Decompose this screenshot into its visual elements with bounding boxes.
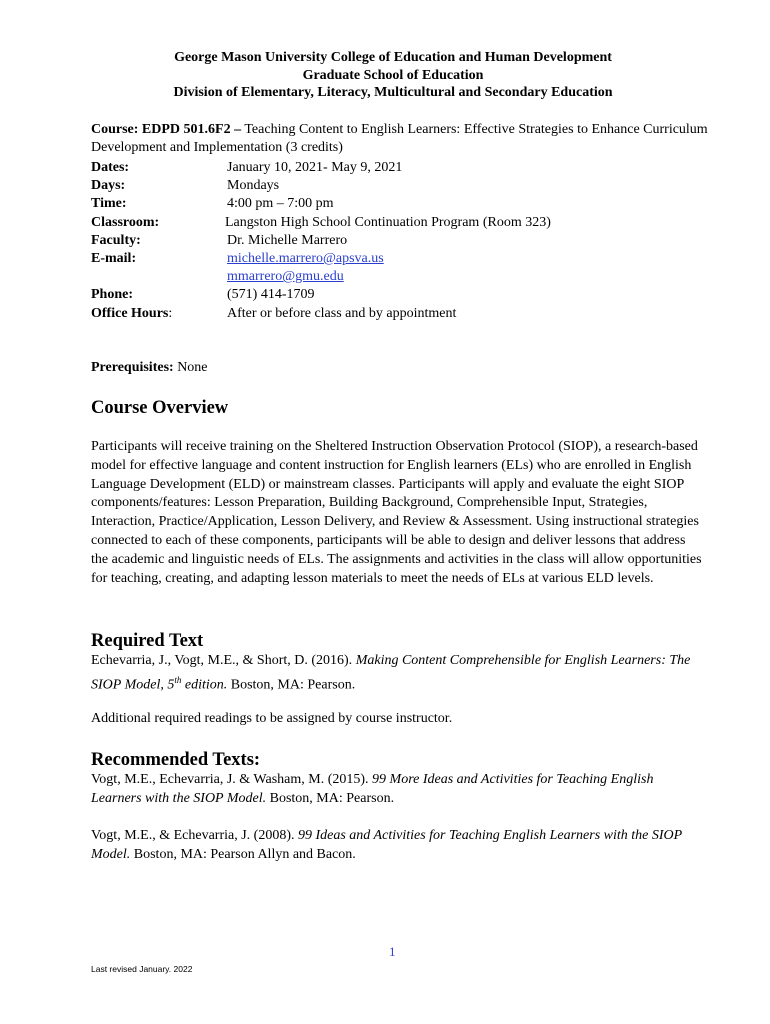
header-division: Division of Elementary, Literacy, Multicultural and Secondary Education	[173, 85, 613, 100]
prerequisites-value: None	[173, 360, 208, 375]
classroom-label: Classroom:	[91, 214, 160, 230]
dates-label: Dates:	[91, 160, 130, 175]
document-header	[0, 49, 770, 102]
additional-readings-note: Additional required readings to be assigned by course instructor.	[91, 711, 453, 726]
faculty-value: Dr. Michelle Marrero	[227, 232, 348, 248]
course-title	[91, 121, 711, 157]
dates-value: January 10, 2021- May 9, 2021	[227, 160, 403, 175]
course-overview-text: Participants will receive training on the Sheltered Instruction Observation Protocol (SIOP), a research-based model for effective language and content instruction for English learners (ELs) who are enrolled in English Language Development (ELD) or mainstream classes. Participants will apply and evaluate the eight SIOP components/features: Lesson Preparation, Building Background, Comprehensible Input, Strategies, Interaction, Practice/Application, Lesson Delivery, and Review & Assessment. Using instructional strategies connected to each of these components, participants will be able to design and deliver lessons that address the academic and linguistic needs of ELs. The assignments and activities in the class will allow opportunities for teaching, creating, and adapting lesson materials to meet the needs of ELs at various ELD levels.	[91, 439, 702, 586]
page-number: 1	[389, 944, 396, 959]
prerequisites	[91, 359, 208, 377]
faculty-label: Faculty:	[91, 232, 141, 248]
course-overview-heading: Course Overview	[91, 398, 229, 418]
course-description: Teaching Content to English Learners: Effective Strategies to Enhance Curriculum Development and Implementation (3 credits)	[91, 122, 708, 155]
last-revised-footer: Last revised January. 2022	[91, 964, 193, 974]
course-code: Course: EDPD 501.6F2 –	[91, 122, 242, 137]
header-university: George Mason University College of Education and Human Development	[174, 50, 612, 65]
days-value: Mondays	[227, 178, 280, 194]
email-link-apsva[interactable]: michelle.marrero@apsva.us	[227, 250, 384, 266]
recommended-texts-heading: Recommended Texts:	[91, 750, 261, 770]
recommended-citation-1: Vogt, M.E., Echevarria, J. & Washam, M. (2015). 99 More Ideas and Activities for Teaching English Learners with the SIOP Model. Boston, MA: Pearson.	[91, 772, 654, 806]
phone-value: (571) 414-1709	[227, 287, 315, 303]
phone-label: Phone:	[91, 287, 133, 303]
header-school: Graduate School of Education	[302, 67, 484, 83]
required-text-citation: Echevarria, J., Vogt, M.E., & Short, D. (2016). Making Content Comprehensible for English Learners: The SIOP Model, 5th edition. Boston, MA: Pearson.	[91, 653, 691, 693]
time-value: 4:00 pm – 7:00 pm	[227, 196, 334, 212]
email-label: E-mail:	[91, 250, 137, 266]
email-link-gmu[interactable]: mmarrero@gmu.edu	[227, 269, 344, 285]
office-hours-label: Office Hours:	[91, 305, 173, 321]
days-label: Days:	[91, 178, 126, 194]
recommended-citation-2: Vogt, M.E., & Echevarria, J. (2008). 99 Ideas and Activities for Teaching English Learners with the SIOP Model. Boston, MA: Pearson Allyn and Bacon.	[91, 828, 682, 862]
prerequisites-label: Prerequisites:	[91, 360, 174, 375]
required-text-heading: Required Text	[91, 631, 204, 651]
office-hours-value: After or before class and by appointment	[227, 305, 457, 321]
classroom-value: Langston High School Continuation Program (Room 323)	[225, 214, 551, 230]
time-label: Time:	[91, 196, 127, 212]
